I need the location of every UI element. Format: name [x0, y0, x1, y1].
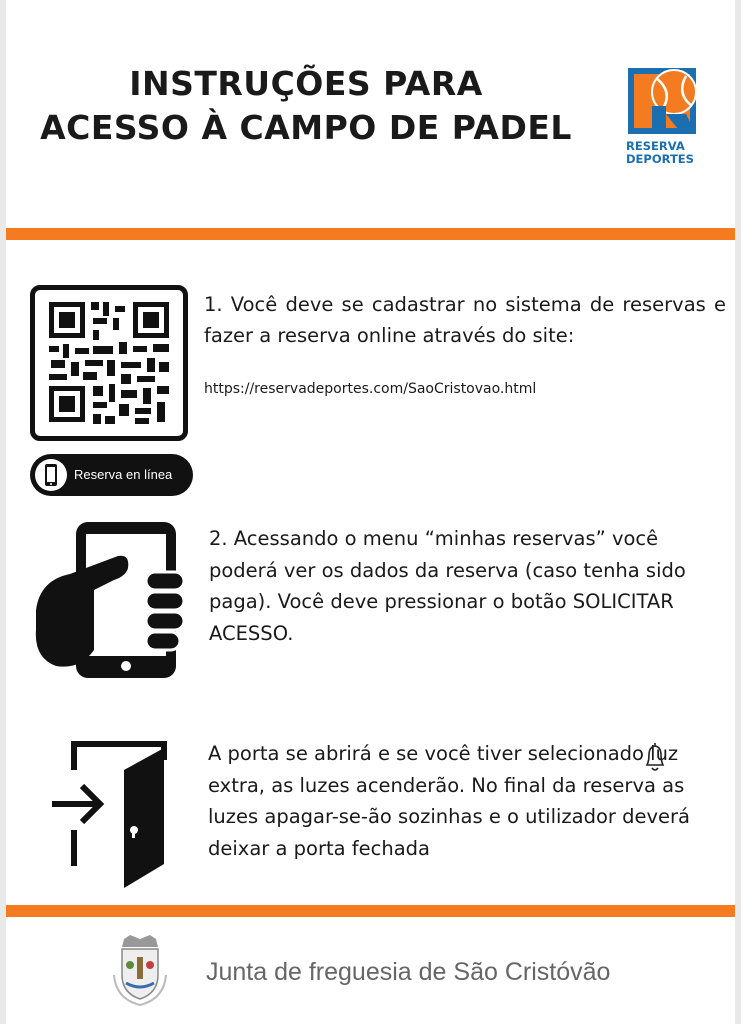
step-1-text: 1. Você deve se cadastrar no sistema de reservas e fazer a reserva online através do site: [204, 293, 726, 347]
online-booking-badge[interactable] [30, 454, 193, 496]
page-title [26, 62, 586, 150]
top-divider [6, 228, 735, 240]
logo-line-2: DEPORTES [626, 152, 694, 166]
step-3-text: A porta se abrirá e se você tiver selecionado luz extra, as luzes acenderão. No final da reserva as luzes apagar-se-ão sozinhas e o utilizador deverá deixar a porta fechada [208, 742, 690, 860]
tennis-ball-logo-icon [626, 64, 706, 140]
phone-icon [35, 459, 67, 491]
step-2-text: 2. Acessando o menu “minhas reservas” você poderá ver os dados da reserva (caso tenha sido paga). Você deve pressionar o botão SOLICITAR ACESSO. [209, 527, 686, 645]
logo-line-1: RESERVA [626, 139, 685, 153]
reserva-deportes-logo [626, 64, 706, 174]
qr-code[interactable] [30, 285, 188, 441]
bottom-divider [6, 905, 735, 917]
bell-icon [642, 741, 668, 775]
instruction-sheet [6, 0, 735, 1024]
title-line-2: ACESSO À CAMPO DE PADEL [40, 108, 572, 147]
hand-phone-icon [30, 520, 190, 680]
title-line-1: INSTRUÇÕES PARA [129, 64, 483, 103]
door-enter-icon [46, 740, 176, 890]
parish-crest-icon [110, 935, 170, 1007]
qr-code-icon [35, 290, 183, 436]
logo-text [626, 140, 706, 166]
badge-label: Reserva en línea [74, 467, 173, 482]
booking-url-link[interactable]: https://reservadeportes.com/SaoCristovao.html [204, 381, 537, 397]
footer-parish-name: Junta de freguesia de São Cristóvão [206, 958, 611, 986]
